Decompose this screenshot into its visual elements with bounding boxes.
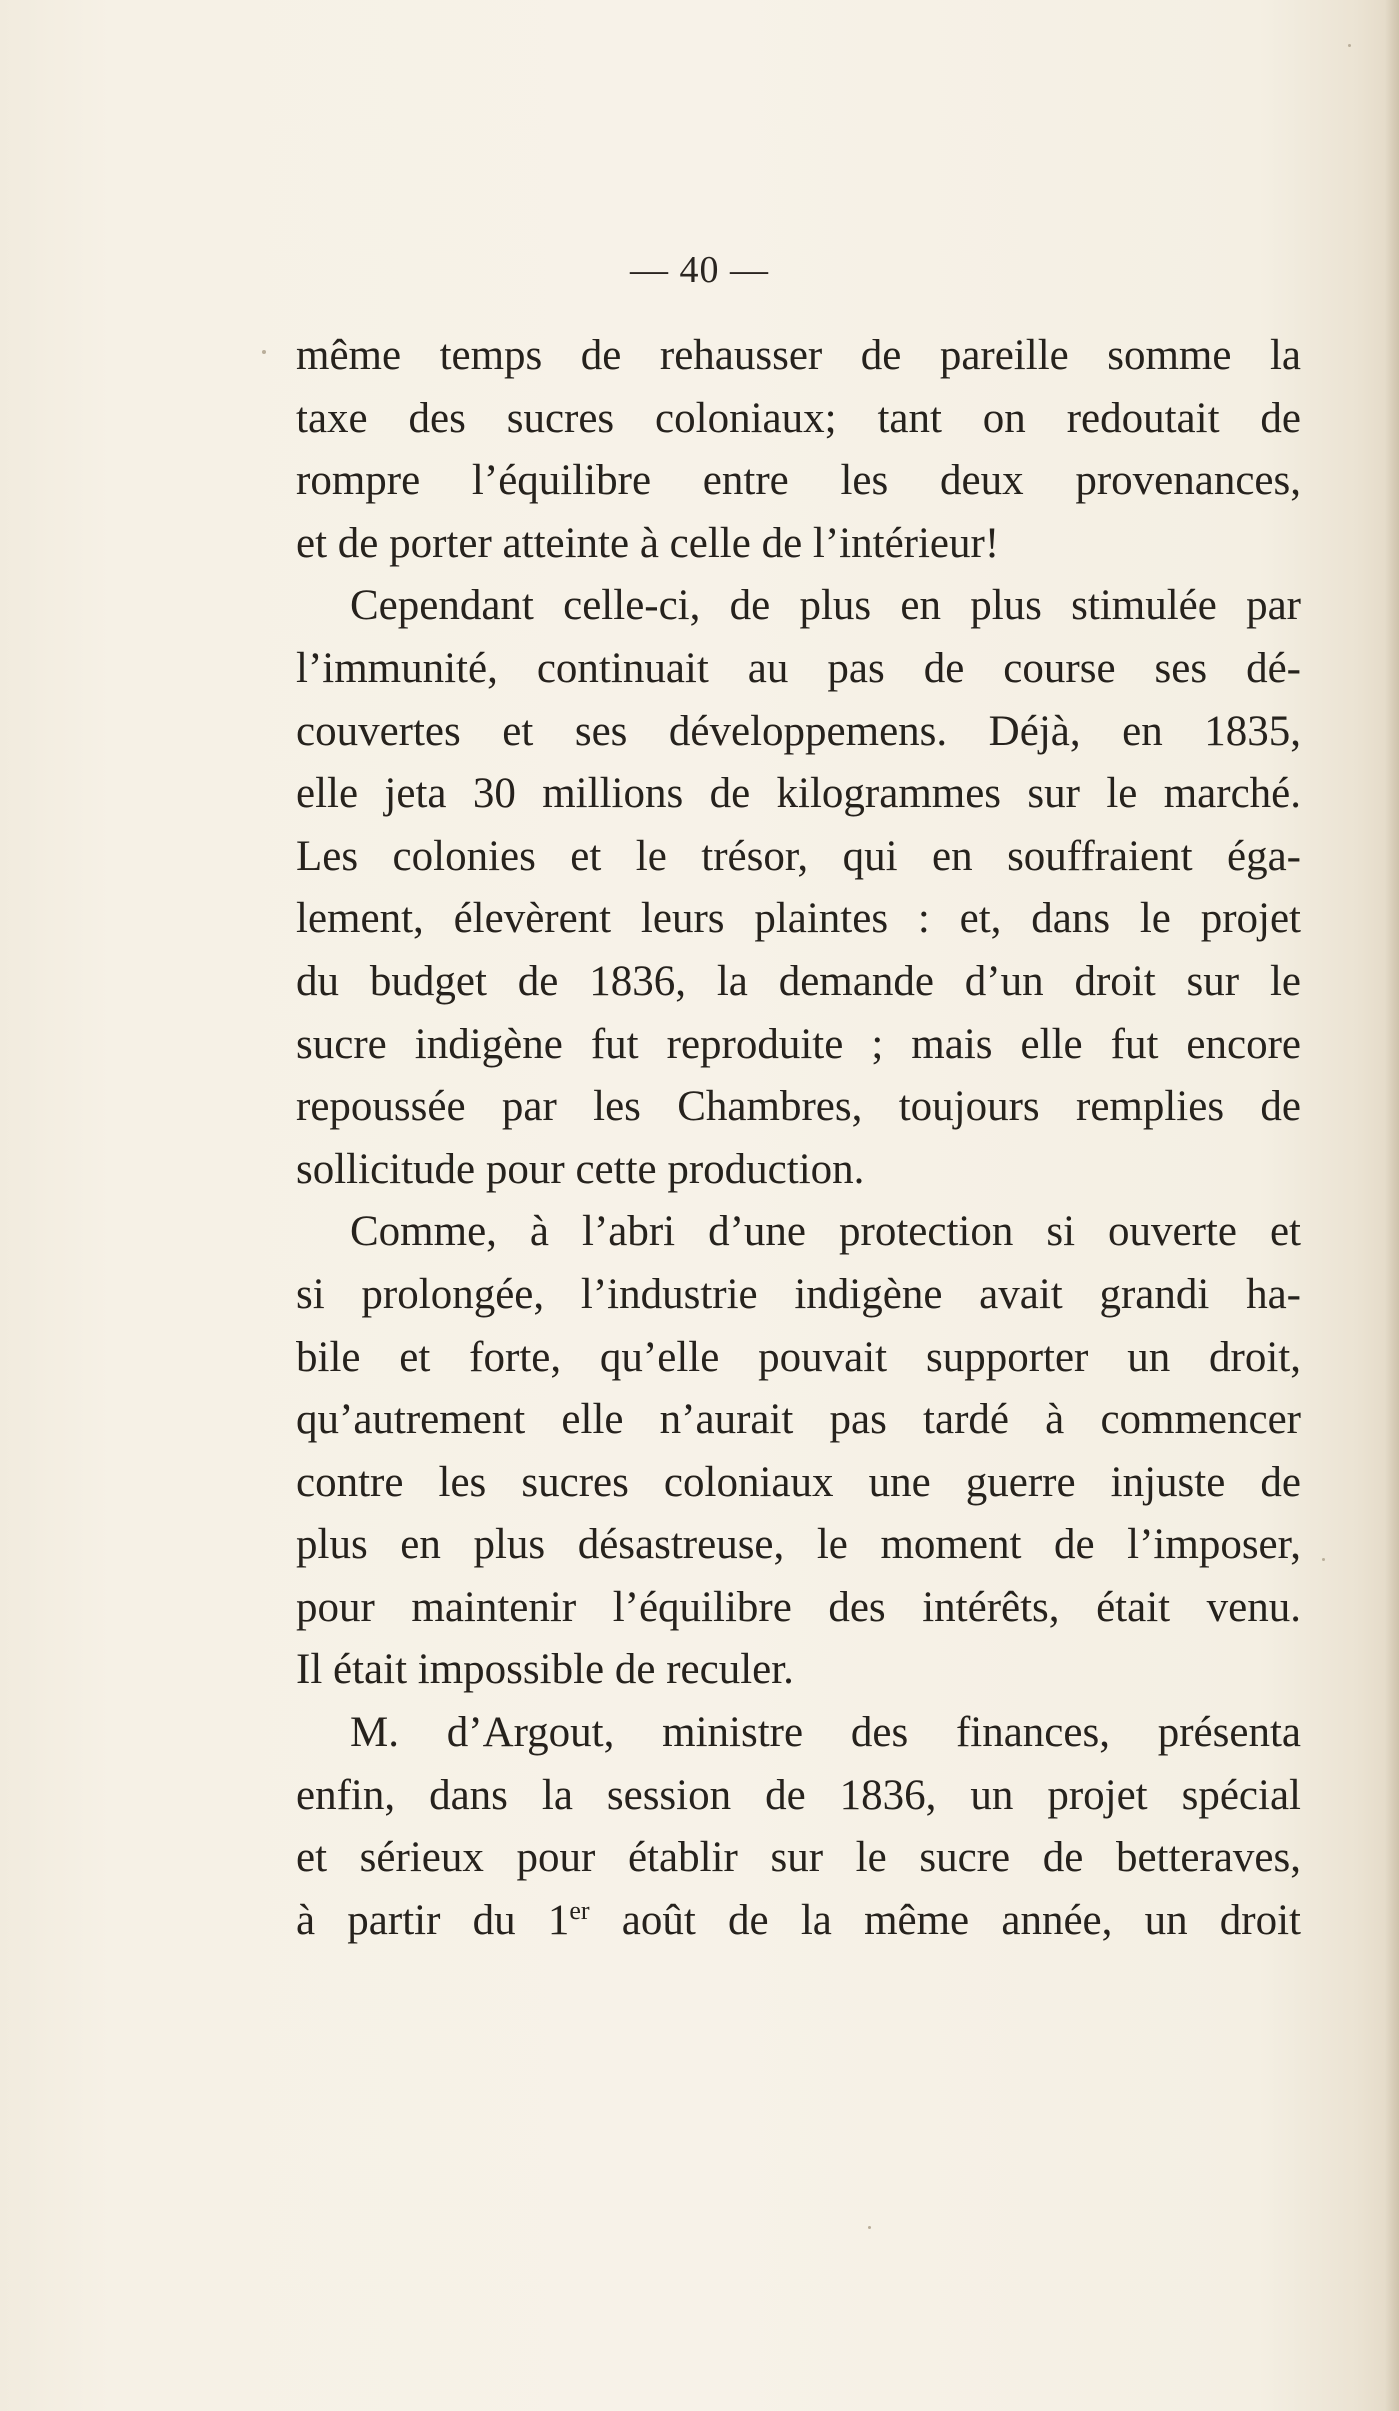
text-line: Les colonies et le trésor, qui en souffraient éga- [296,832,1301,880]
text-line: elle jeta 30 millions de kilogrammes sur le marché. [296,770,1301,818]
text-line: qu’autrement elle n’aurait pas tardé à commencer [296,1396,1301,1444]
text-line: Il était impossible de reculer. [296,1646,794,1694]
page-edge-shadow [1385,0,1399,2411]
text-line: l’immunité, continuait au pas de course ses dé- [296,644,1301,692]
final-line-after: août de la même année, un droit [589,1896,1302,1944]
paper-speck [1348,44,1351,47]
text-line: couvertes et ses développemens. Déjà, en 1835, [296,707,1301,755]
text-line: rompre l’équilibre entre les deux provenances, [296,457,1301,505]
text-line-final [296,1890,1301,1953]
text-line: bile et forte, qu’elle pouvait supporter un droit, [296,1333,1301,1381]
text-line: et sérieux pour établir sur le sucre de betteraves, [296,1834,1301,1882]
text-line: du budget de 1836, la demande d’un droit sur le [296,957,1301,1005]
text-line: M. d’Argout, ministre des finances, présenta [350,1709,1301,1757]
text-line: repoussée par les Chambres, toujours remplies de [296,1083,1301,1131]
final-line-before: à partir du 1 [296,1896,570,1944]
paper-speck [868,2226,871,2229]
text-line: même temps de rehausser de pareille somme la [296,332,1301,379]
text-line: contre les sucres coloniaux une guerre injuste de [296,1458,1301,1506]
superscript-er: er [569,1895,590,1925]
paper-speck [262,350,266,354]
text-line: et de porter atteinte à celle de l’intérieur! [296,519,1000,567]
text-line: si prolongée, l’industrie indigène avait grandi ha- [296,1270,1301,1318]
body-text [296,325,1301,1952]
paper-speck [1322,1558,1325,1561]
text-line: sollicitude pour cette production. [296,1145,865,1193]
text-line: enfin, dans la session de 1836, un projet spécial [296,1771,1301,1819]
text-line: taxe des sucres coloniaux; tant on redoutait de [296,394,1301,442]
page-number: — 40 — [630,249,769,291]
text-line: Cependant celle-ci, de plus en plus stimulée par [350,582,1301,630]
text-line: plus en plus désastreuse, le moment de l’imposer, [296,1521,1301,1569]
text-line: lement, élevèrent leurs plaintes : et, dans le projet [296,895,1301,943]
text-line: pour maintenir l’équilibre des intérêts, était venu. [296,1583,1301,1631]
text-line: Comme, à l’abri d’une protection si ouverte et [350,1208,1301,1256]
text-line: sucre indigène fut reproduite ; mais elle fut encore [296,1020,1301,1068]
